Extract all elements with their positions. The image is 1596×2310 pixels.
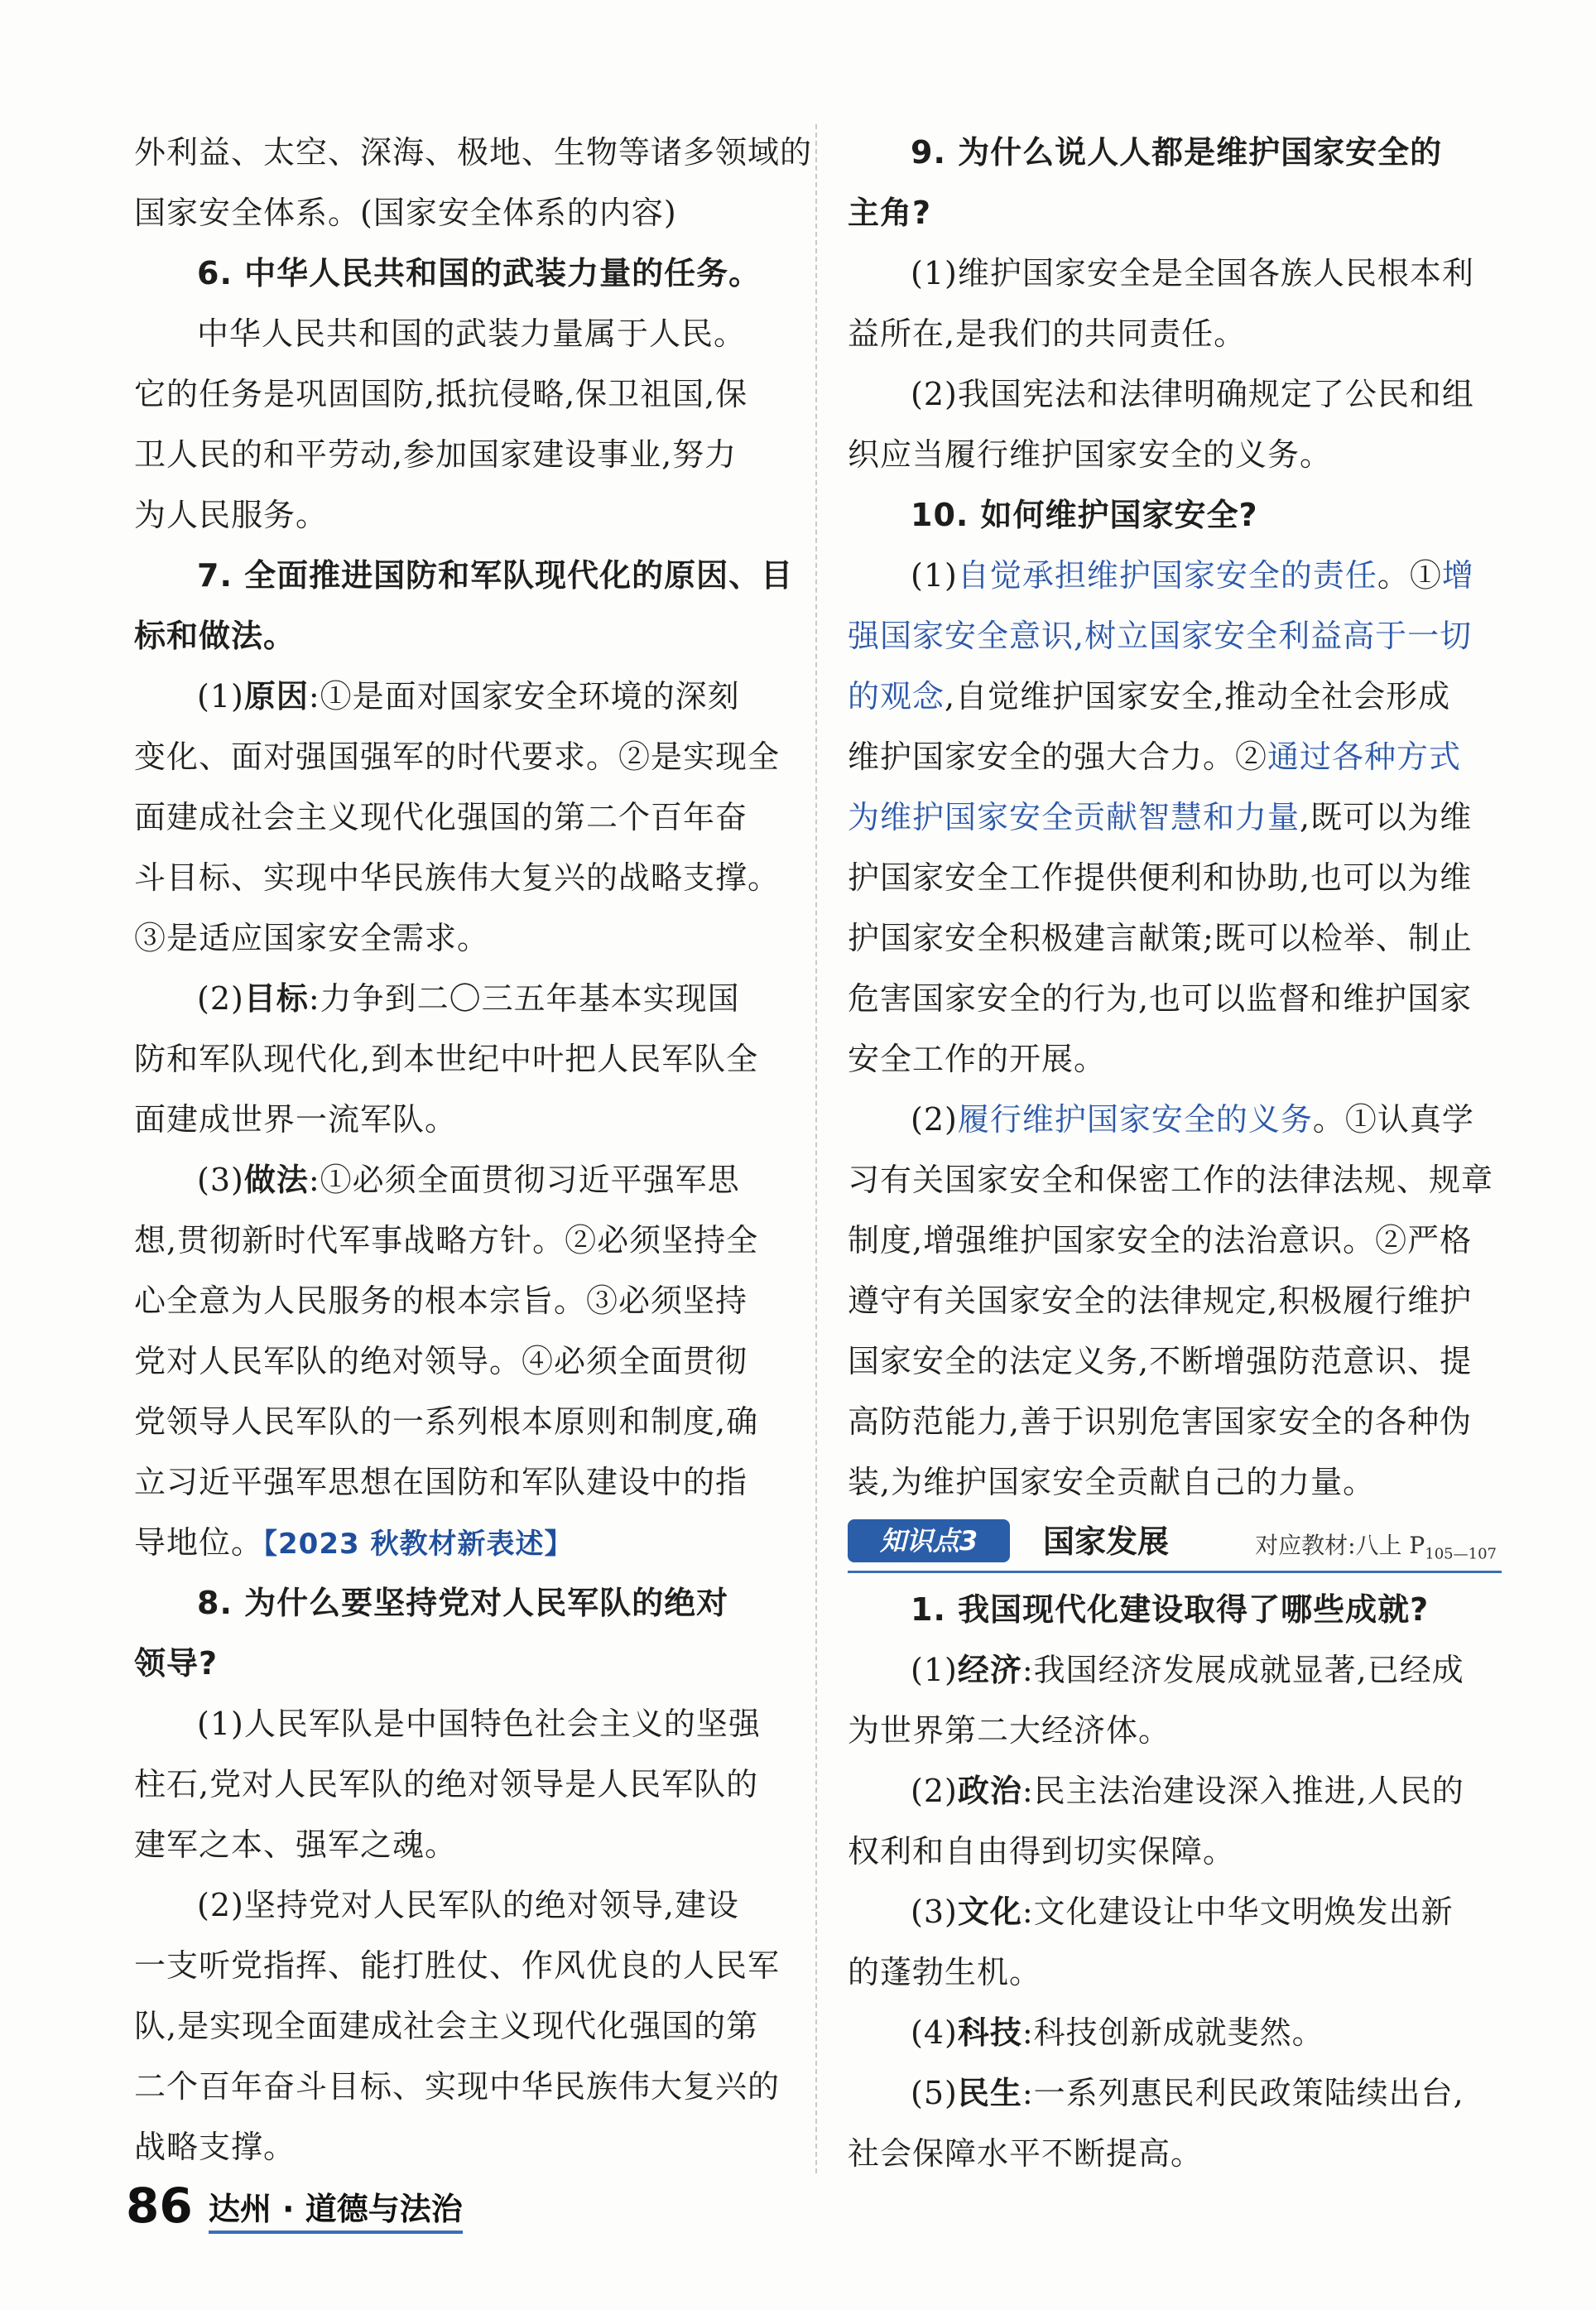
item-text: :我国经济发展成就显著,已经成 bbox=[1022, 1652, 1464, 1688]
text-line: 为人民服务。 bbox=[134, 497, 329, 533]
text-line: 它的任务是巩固国防,抵抗侵略,保卫祖国,保 bbox=[134, 376, 748, 412]
highlight-text: 增 bbox=[1441, 557, 1474, 594]
text-line bbox=[848, 1882, 1502, 1942]
highlight-line: 强国家安全意识,树立国家安全利益高于一切 bbox=[848, 618, 1473, 654]
highlight-text: 的观念 bbox=[848, 678, 945, 715]
text-line bbox=[848, 787, 1502, 848]
question-heading: 主角? bbox=[848, 195, 932, 231]
text-line bbox=[134, 667, 788, 727]
text-line: (2)我国宪法和法律明确规定了公民和组 bbox=[911, 376, 1474, 412]
text-line: 党对人民军队的绝对领导。④必须全面贯彻 bbox=[134, 1343, 748, 1379]
item-number: (1) bbox=[911, 557, 958, 594]
knowledge-point-banner bbox=[848, 1518, 1502, 1573]
item-keyword: 做法 bbox=[243, 1162, 309, 1198]
item-keyword: 政治 bbox=[957, 1773, 1022, 1809]
item-text: :①必须全面贯彻习近平强军思 bbox=[308, 1162, 740, 1198]
text-line bbox=[134, 1150, 788, 1210]
text-line: 队,是实现全面建成社会主义现代化强国的第 bbox=[134, 2008, 759, 2044]
text-line: ③是适应国家安全需求。 bbox=[134, 920, 490, 956]
text-line: 想,贯彻新时代军事战略方针。②必须坚持全 bbox=[134, 1222, 759, 1258]
text-line: 高防范能力,善于识别危害国家安全的各种伪 bbox=[848, 1403, 1473, 1440]
text-line: (1)人民军队是中国特色社会主义的坚强 bbox=[197, 1706, 761, 1742]
item-number: (1) bbox=[197, 678, 244, 715]
text-line: 变化、面对强国强军的时代要求。②是实现全 bbox=[134, 739, 781, 775]
item-text: :一系列惠民利民政策陆续出台, bbox=[1022, 2075, 1464, 2111]
text-line: 装,为维护国家安全贡献自己的力量。 bbox=[848, 1464, 1376, 1500]
item-keyword: 文化 bbox=[957, 1894, 1022, 1930]
item-number: (2) bbox=[197, 980, 244, 1017]
item-text: ,既可以为维 bbox=[1300, 799, 1473, 835]
text-line bbox=[134, 1513, 788, 1573]
item-text: ,自觉维护国家安全,推动全社会形成 bbox=[945, 678, 1451, 715]
text-line: 斗目标、实现中华民族伟大复兴的战略支撑。 bbox=[134, 859, 781, 896]
text-line bbox=[848, 2063, 1502, 2124]
item-keyword: 目标 bbox=[243, 980, 309, 1017]
question-heading: 标和做法。 bbox=[134, 618, 296, 654]
text-line: 制度,增强维护国家安全的法治意识。②严格 bbox=[848, 1222, 1473, 1258]
page-footer bbox=[126, 2178, 463, 2252]
text-line: 外利益、太空、深海、极地、生物等诸多领域的 bbox=[134, 134, 813, 171]
text-line: 权利和自由得到切实保障。 bbox=[848, 1833, 1236, 1870]
textbook-reference-pages: 105—107 bbox=[1425, 1545, 1497, 1563]
text-line bbox=[848, 1090, 1502, 1150]
right-column bbox=[848, 123, 1502, 2184]
text-line: 危害国家安全的行为,也可以监督和维护国家 bbox=[848, 980, 1473, 1017]
item-number: (2) bbox=[911, 1773, 958, 1809]
item-number: (3) bbox=[911, 1894, 958, 1930]
text-line: (1)维护国家安全是全国各族人民根本利 bbox=[911, 255, 1474, 291]
item-text: :民主法治建设深入推进,人民的 bbox=[1022, 1773, 1464, 1809]
text-line: 的蓬勃生机。 bbox=[848, 1954, 1042, 1990]
text-line: 国家安全的法定义务,不断增强防范意识、提 bbox=[848, 1343, 1473, 1379]
item-keyword: 民生 bbox=[957, 2075, 1022, 2111]
text-line bbox=[848, 667, 1502, 727]
column-divider bbox=[815, 124, 817, 2173]
text-line: 护国家安全工作提供便利和协助,也可以为维 bbox=[848, 859, 1473, 896]
text-line: 中华人民共和国的武装力量属于人民。 bbox=[197, 315, 747, 352]
text-line: 安全工作的开展。 bbox=[848, 1041, 1107, 1077]
text-line: 护国家安全积极建言献策;既可以检举、制止 bbox=[848, 920, 1473, 956]
item-keyword: 科技 bbox=[957, 2014, 1022, 2051]
item-keyword: 原因 bbox=[243, 678, 309, 715]
question-heading: 6. 中华人民共和国的武装力量的任务。 bbox=[197, 255, 762, 291]
text-line: 建军之本、强军之魂。 bbox=[134, 1826, 458, 1863]
text-line: 国家安全体系。(国家安全体系的内容) bbox=[134, 195, 677, 231]
knowledge-point-title: 国家发展 bbox=[1043, 1523, 1170, 1560]
text-line: 社会保障水平不断提高。 bbox=[848, 2135, 1204, 2172]
text-line: 二个百年奋斗目标、实现中华民族伟大复兴的 bbox=[134, 2068, 781, 2105]
item-text: :科技创新成就斐然。 bbox=[1022, 2014, 1324, 2051]
question-heading: 领导? bbox=[134, 1645, 219, 1682]
text-line: 一支听党指挥、能打胜仗、作风优良的人民军 bbox=[134, 1947, 781, 1984]
text-line: 心全意为人民服务的根本宗旨。③必须坚持 bbox=[134, 1283, 748, 1319]
highlight-text: 履行维护国家安全的义务 bbox=[957, 1101, 1313, 1138]
textbook-reference-main: 对应教材:八上 P bbox=[1255, 1532, 1425, 1559]
item-number: (5) bbox=[911, 2075, 958, 2111]
item-number: (2) bbox=[911, 1101, 958, 1138]
highlight-text: 自觉承担维护国家安全的责任 bbox=[957, 557, 1377, 594]
item-text: 。① bbox=[1377, 557, 1442, 594]
highlight-text: 为维护国家安全贡献智慧和力量 bbox=[848, 799, 1300, 835]
text-line: 为世界第二大经济体。 bbox=[848, 1712, 1171, 1749]
page-number: 86 bbox=[126, 2178, 193, 2234]
item-number: (4) bbox=[911, 2014, 958, 2051]
new-textbook-tag: 【2023 秋教材新表述】 bbox=[263, 1528, 574, 1561]
item-keyword: 经济 bbox=[957, 1652, 1022, 1688]
item-number: (1) bbox=[911, 1652, 958, 1688]
text-line: 柱石,党对人民军队的绝对领导是人民军队的 bbox=[134, 1766, 759, 1802]
question-heading: 7. 全面推进国防和军队现代化的原因、目 bbox=[197, 557, 794, 594]
text-line bbox=[848, 1640, 1502, 1701]
highlight-text: 通过各种方式 bbox=[1267, 739, 1462, 775]
text-line: 党领导人民军队的一系列根本原则和制度,确 bbox=[134, 1403, 759, 1440]
text-line bbox=[848, 1761, 1502, 1822]
item-text: 导地位。 bbox=[134, 1524, 264, 1561]
text-line: 遵守有关国家安全的法律规定,积极履行维护 bbox=[848, 1283, 1473, 1319]
question-heading: 8. 为什么要坚持党对人民军队的绝对 bbox=[197, 1585, 729, 1621]
text-line: 防和军队现代化,到本世纪中叶把人民军队全 bbox=[134, 1041, 759, 1077]
text-line: 益所在,是我们的共同责任。 bbox=[848, 315, 1247, 352]
knowledge-point-badge: 知识点3 bbox=[848, 1519, 1010, 1562]
text-line: 立习近平强军思想在国防和军队建设中的指 bbox=[134, 1464, 748, 1500]
text-line bbox=[848, 727, 1502, 787]
text-line: 面建成社会主义现代化强国的第二个百年奋 bbox=[134, 799, 748, 835]
item-number: (3) bbox=[197, 1162, 244, 1198]
question-heading: 9. 为什么说人人都是维护国家安全的 bbox=[911, 134, 1443, 171]
text-line: 战略支撑。 bbox=[134, 2129, 296, 2165]
text-line bbox=[134, 969, 788, 1029]
question-heading: 1. 我国现代化建设取得了哪些成就? bbox=[911, 1591, 1430, 1628]
text-line: 织应当履行维护国家安全的义务。 bbox=[848, 436, 1333, 473]
textbook-reference bbox=[1255, 1528, 1497, 1563]
left-column bbox=[134, 123, 813, 2178]
text-line: 面建成世界一流军队。 bbox=[134, 1101, 458, 1138]
text-line: (2)坚持党对人民军队的绝对领导,建设 bbox=[197, 1887, 739, 1923]
text-line: 卫人民的和平劳动,参加国家建设事业,努力 bbox=[134, 436, 738, 473]
item-text: :文化建设让中华文明焕发出新 bbox=[1022, 1894, 1454, 1930]
text-line bbox=[848, 546, 1502, 606]
item-text: :①是面对国家安全环境的深刻 bbox=[308, 678, 740, 715]
item-text: :力争到二〇三五年基本实现国 bbox=[308, 980, 740, 1017]
question-heading: 10. 如何维护国家安全? bbox=[911, 497, 1258, 533]
text-line bbox=[848, 2003, 1502, 2063]
book-title: 达州 · 道德与法治 bbox=[209, 2191, 463, 2234]
text-line: 习有关国家安全和保密工作的法律法规、规章 bbox=[848, 1162, 1494, 1198]
item-text: 。①认真学 bbox=[1312, 1101, 1474, 1138]
item-text: 维护国家安全的强大合力。② bbox=[848, 739, 1268, 775]
